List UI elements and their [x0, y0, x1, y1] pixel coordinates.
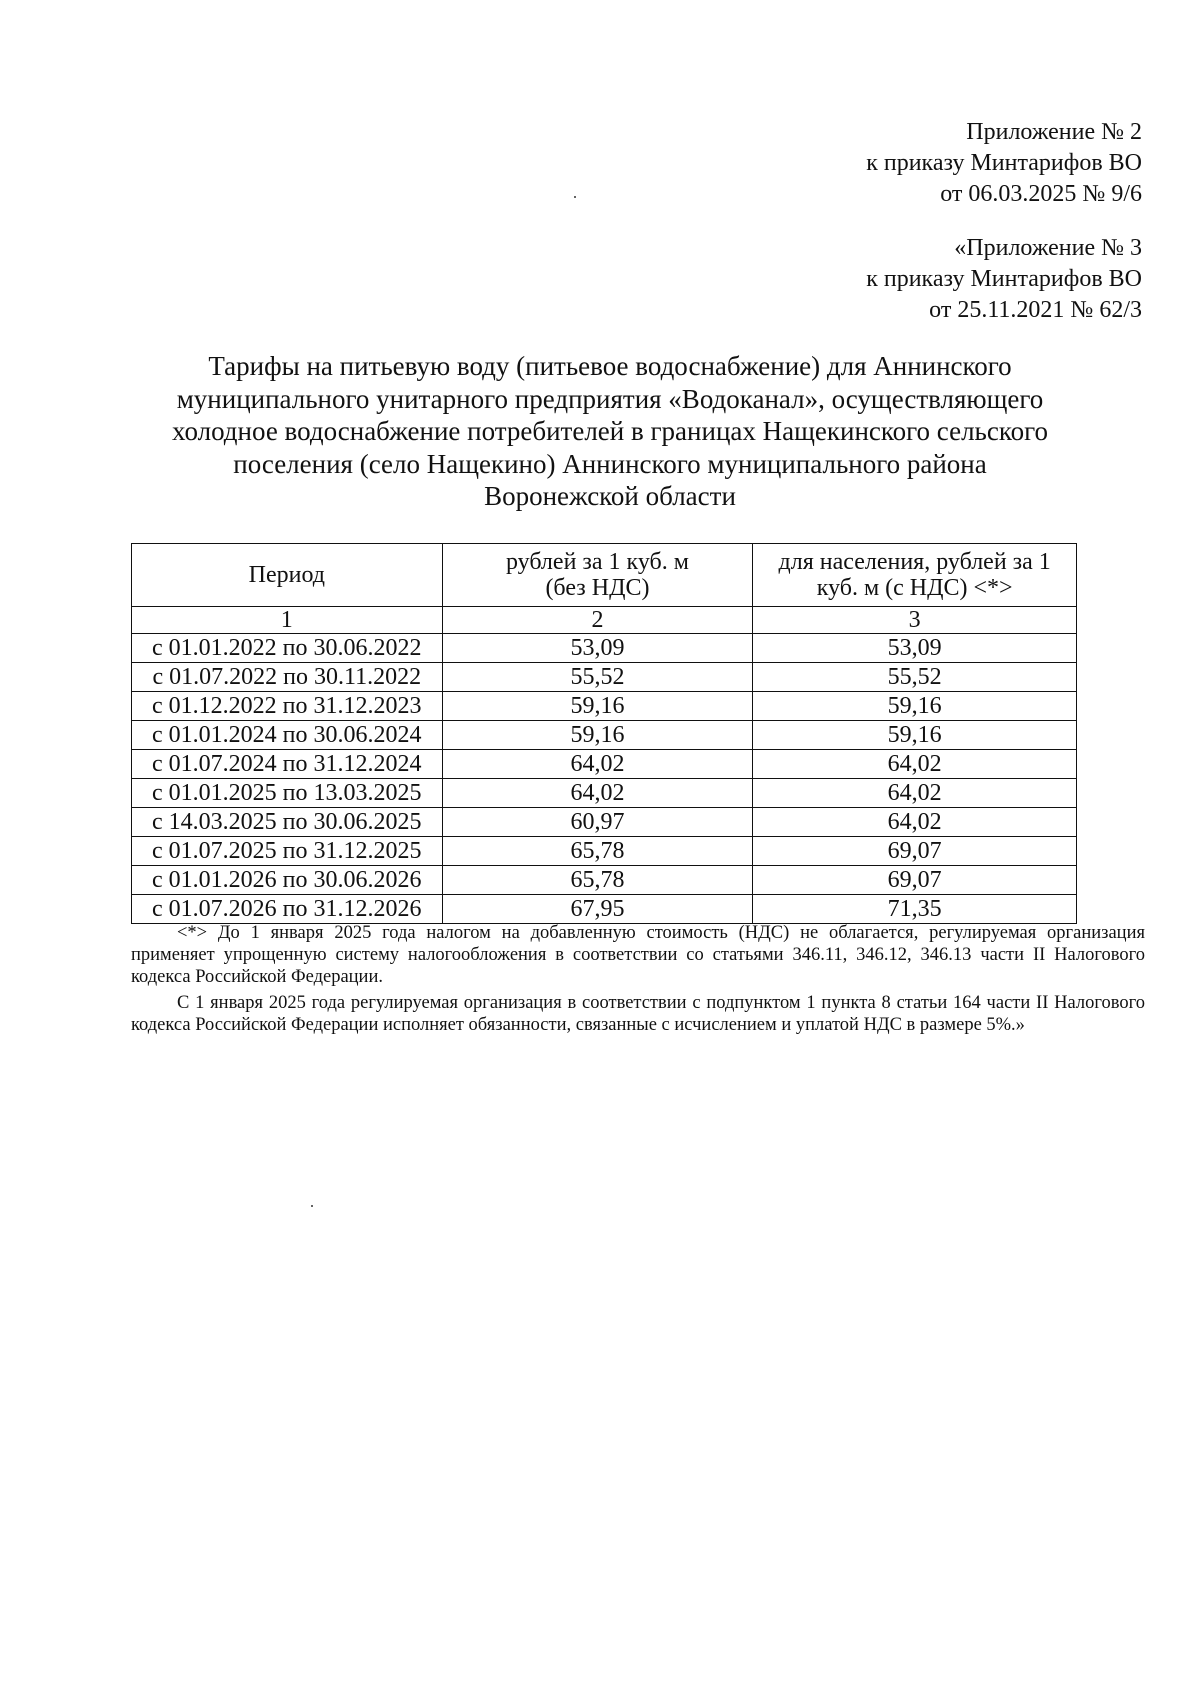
tariff-no-vat-cell: 65,78: [442, 837, 753, 866]
table-row: [132, 634, 1077, 663]
table-row: [132, 663, 1077, 692]
title-line: холодное водоснабжение потребителей в границах Нащекинского сельского: [172, 416, 1048, 446]
order-reference: к приказу Минтарифов ВО: [866, 150, 1142, 176]
tariff-with-vat-cell: 53,09: [753, 634, 1077, 663]
column-number: 3: [753, 607, 1077, 634]
tariff-no-vat-cell: 55,52: [442, 663, 753, 692]
tariff-no-vat-cell: 60,97: [442, 808, 753, 837]
annex-header-current: [866, 117, 1142, 210]
tariff-no-vat-cell: 67,95: [442, 895, 753, 924]
table-row: [132, 692, 1077, 721]
column-header-with-vat: [753, 544, 1077, 607]
header-text: рублей за 1 куб. м (без НДС): [505, 549, 689, 601]
header-text: для населения, рублей за 1 куб. м (с НДС) <*>: [778, 549, 1057, 601]
tariff-with-vat-cell: 69,07: [753, 866, 1077, 895]
period-cell: с 01.01.2022 по 30.06.2022: [132, 634, 443, 663]
column-number: 1: [132, 607, 443, 634]
table-row: [132, 750, 1077, 779]
table-row: [132, 837, 1077, 866]
table-row: [132, 779, 1077, 808]
annex-number: Приложение № 2: [966, 119, 1142, 145]
document-title: [130, 350, 1090, 513]
table-header-row: [132, 544, 1077, 607]
tariff-no-vat-cell: 59,16: [442, 692, 753, 721]
period-cell: с 01.01.2025 по 13.03.2025: [132, 779, 443, 808]
title-line: муниципального унитарного предприятия «Водоканал», осуществляющего: [176, 383, 1044, 414]
tariff-no-vat-cell: 53,09: [442, 634, 753, 663]
tariff-with-vat-cell: 59,16: [753, 692, 1077, 721]
period-cell: с 01.07.2024 по 31.12.2024: [132, 750, 443, 779]
title-line: поселения (село Нащекино) Аннинского муниципального района: [233, 448, 987, 479]
period-cell: с 14.03.2025 по 30.06.2025: [132, 808, 443, 837]
column-header-no-vat: [442, 544, 753, 607]
order-date-number: от 25.11.2021 № 62/3: [929, 297, 1142, 323]
tariff-no-vat-cell: 65,78: [442, 866, 753, 895]
scan-speck: [574, 196, 576, 198]
scan-speck: [311, 1205, 313, 1207]
title-line: Воронежской области: [484, 481, 736, 511]
title-line: Тарифы на питьевую воду (питьевое водоснабжение) для Аннинского: [208, 351, 1012, 381]
footnote-vat-exemption: <*> До 1 января 2025 года налогом на добавленную стоимость (НДС) не облагается, регулируемая организация применяет упрощенную систему налогообложения в соответствии со статьями 346.11, 346.12, 346.13 части II Налогового кодекса Российской Федерации.: [131, 923, 1145, 987]
tariff-no-vat-cell: 59,16: [442, 721, 753, 750]
column-number: 2: [442, 607, 753, 634]
period-cell: с 01.07.2025 по 31.12.2025: [132, 837, 443, 866]
period-cell: с 01.01.2026 по 30.06.2026: [132, 866, 443, 895]
period-cell: с 01.12.2022 по 31.12.2023: [132, 692, 443, 721]
column-header-period: Период: [132, 544, 443, 607]
annex-number: «Приложение № 3: [954, 235, 1142, 261]
tariff-with-vat-cell: 64,02: [753, 808, 1077, 837]
order-date-number: от 06.03.2025 № 9/6: [940, 181, 1142, 207]
tariff-with-vat-cell: 69,07: [753, 837, 1077, 866]
table-row: [132, 866, 1077, 895]
annex-header-previous: [866, 233, 1142, 326]
tariff-with-vat-cell: 55,52: [753, 663, 1077, 692]
notes-section: [131, 922, 1145, 1040]
tariff-no-vat-cell: 64,02: [442, 750, 753, 779]
tariffs-table: [131, 543, 1077, 924]
tariff-with-vat-cell: 59,16: [753, 721, 1077, 750]
column-number-row: [132, 607, 1077, 634]
note-vat-from-2025: С 1 января 2025 года регулируемая организация в соответствии с подпунктом 1 пункта 8 статьи 164 части II Налогового кодекса Российской Федерации исполняет обязанности, связанные с исчислением и уплатой НДС в размере 5%.»: [131, 993, 1145, 1035]
tariff-with-vat-cell: 71,35: [753, 895, 1077, 924]
period-cell: с 01.01.2024 по 30.06.2024: [132, 721, 443, 750]
tariff-with-vat-cell: 64,02: [753, 750, 1077, 779]
period-cell: с 01.07.2022 по 30.11.2022: [132, 663, 443, 692]
tariff-no-vat-cell: 64,02: [442, 779, 753, 808]
period-cell: с 01.07.2026 по 31.12.2026: [132, 895, 443, 924]
order-reference: к приказу Минтарифов ВО: [866, 266, 1142, 292]
table-row: [132, 808, 1077, 837]
table-row: [132, 721, 1077, 750]
tariff-with-vat-cell: 64,02: [753, 779, 1077, 808]
table-row: [132, 895, 1077, 924]
